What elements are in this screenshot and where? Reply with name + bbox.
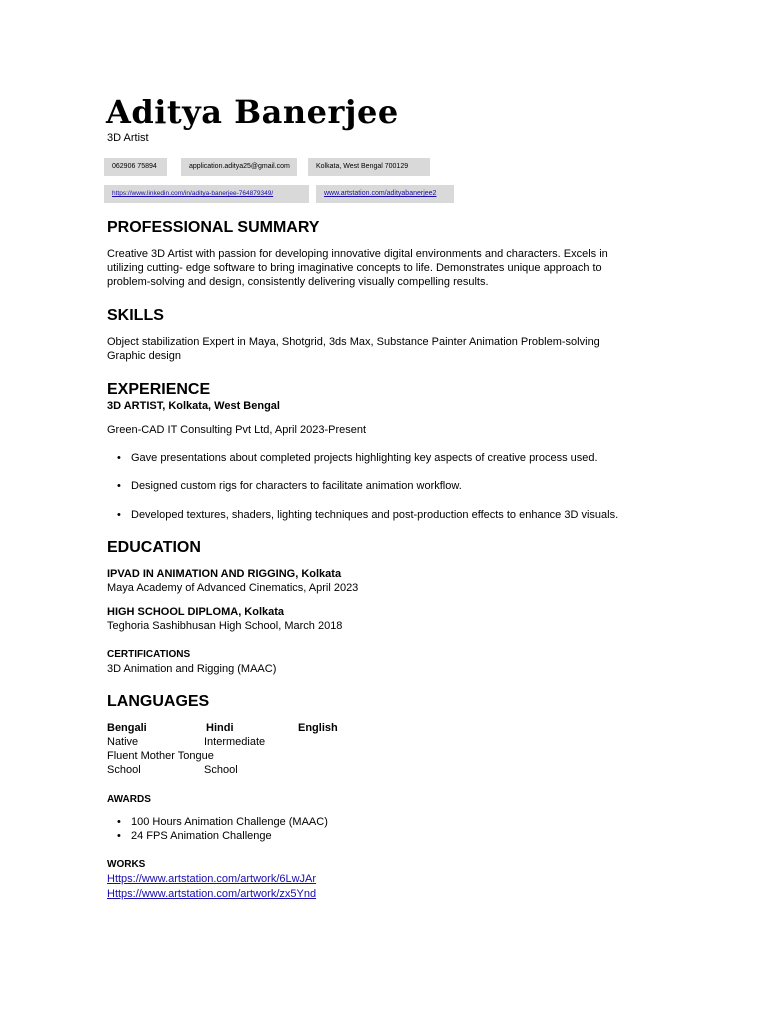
experience-heading: EXPERIENCE xyxy=(107,381,211,398)
job-title: 3D Artist xyxy=(107,132,149,144)
email-chip xyxy=(181,158,297,176)
education-degree: IPVAD IN ANIMATION AND RIGGING, Kolkata xyxy=(107,568,342,580)
works-link[interactable]: Https://www.artstation.com/artwork/zx5Ynd xyxy=(107,888,317,900)
language-name: Hindi xyxy=(206,722,234,734)
location-text: Kolkata, West Bengal 700129 xyxy=(316,163,409,170)
skills-text: Object stabilization Expert in Maya, Shotgrid, 3ds Max, Substance Painter Animation Problem-solving Graphic design xyxy=(107,336,600,362)
bullet-dot-icon: • xyxy=(117,816,121,828)
language-name: English xyxy=(298,722,338,734)
language-level: Native xyxy=(107,736,139,748)
experience-bullet xyxy=(117,508,618,522)
awards-heading: AWARDS xyxy=(107,794,151,805)
linkedin-link[interactable]: https://www.linkedin.com/in/aditya-banerjee-764879349/ xyxy=(112,190,274,197)
skills-heading: SKILLS xyxy=(107,307,164,324)
phone-text: 062906 75894 xyxy=(112,163,157,170)
artstation-link[interactable]: www.artstation.com/adityabanerjee2 xyxy=(324,190,437,197)
experience-bullet-text: Developed textures, shaders, lighting techniques and post-production effects to enhance 3D visuals. xyxy=(131,509,619,521)
award-item xyxy=(117,815,328,829)
works-link[interactable]: Https://www.artstation.com/artwork/6LwJAr xyxy=(107,873,317,885)
experience-bullet-text: Designed custom rigs for characters to facilitate animation workflow. xyxy=(131,480,462,492)
works-heading: WORKS xyxy=(107,859,146,870)
bullet-dot-icon: • xyxy=(117,509,121,521)
language-level: School xyxy=(204,764,238,776)
language-level: Intermediate xyxy=(204,736,266,748)
bullet-dot-icon: • xyxy=(117,452,121,464)
language-level: Fluent Mother Tongue xyxy=(107,750,214,762)
experience-company: Green-CAD IT Consulting Pvt Ltd, April 2023-Present xyxy=(107,424,367,436)
linkedin-chip xyxy=(104,185,309,203)
education-heading: EDUCATION xyxy=(107,539,201,556)
language-name: Bengali xyxy=(107,722,147,734)
certifications-heading: CERTIFICATIONS xyxy=(107,649,191,660)
award-item xyxy=(117,829,272,843)
summary-text: Creative 3D Artist with passion for developing innovative digital environments and characters. Excels in utilizing cutting- edge software to bring imaginative concepts to life. Demonstrates unique approach to problem-solving and design, consistently delivering visually compelling results. xyxy=(107,248,608,288)
bullet-dot-icon: • xyxy=(117,830,121,842)
artstation-chip xyxy=(316,185,454,203)
award-text: 24 FPS Animation Challenge xyxy=(131,830,272,842)
education-school: Teghoria Sashibhusan High School, March 2018 xyxy=(107,620,343,632)
experience-bullet xyxy=(117,451,598,465)
bullet-dot-icon: • xyxy=(117,480,121,492)
experience-bullet-text: Gave presentations about completed projects highlighting key aspects of creative process used. xyxy=(131,452,598,464)
award-text: 100 Hours Animation Challenge (MAAC) xyxy=(131,816,328,828)
phone-chip xyxy=(104,158,167,176)
experience-role: 3D ARTIST, Kolkata, West Bengal xyxy=(107,400,280,412)
email-text: application.aditya25@gmail.com xyxy=(189,163,290,170)
location-chip xyxy=(308,158,430,176)
language-level: School xyxy=(107,764,141,776)
certification-text: 3D Animation and Rigging (MAAC) xyxy=(107,663,277,675)
education-school: Maya Academy of Advanced Cinematics, April 2023 xyxy=(107,582,359,594)
languages-heading: LANGUAGES xyxy=(107,693,210,710)
candidate-name: Aditya Banerjee xyxy=(106,93,399,131)
experience-bullet xyxy=(117,479,462,493)
summary-heading: PROFESSIONAL SUMMARY xyxy=(107,219,320,236)
education-degree: HIGH SCHOOL DIPLOMA, Kolkata xyxy=(107,606,285,618)
